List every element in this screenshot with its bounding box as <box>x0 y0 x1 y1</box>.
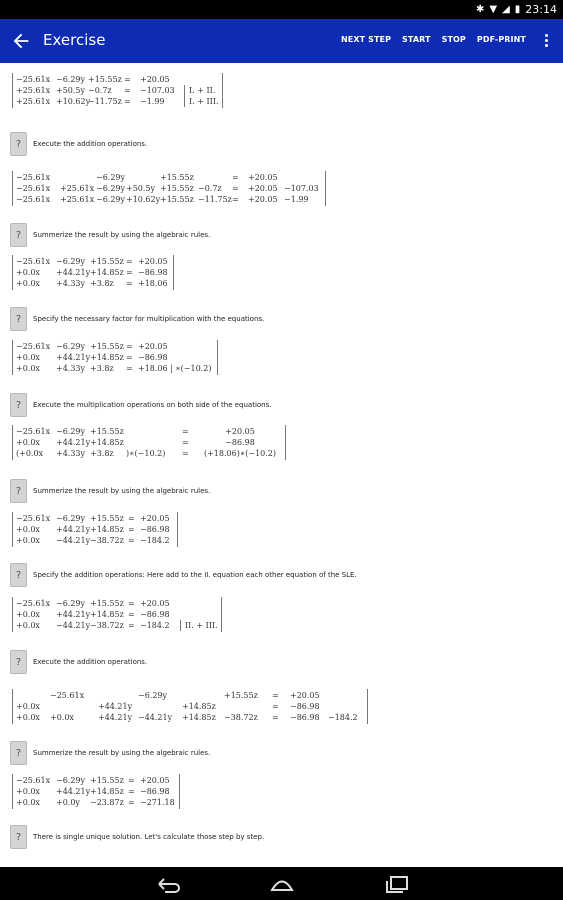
step-text: Execute the multiplication operations on both side of the equations. <box>33 401 272 409</box>
help-button[interactable]: ? <box>10 223 27 247</box>
signal-icon: ◢ <box>502 3 510 15</box>
step-row <box>10 393 272 417</box>
equation-system: −25.61x −6.29y +15.55z = +20.05 +0.0x +44.21y +14.85z = −86.98 +0.0x +0.0y −23.87z = −271.18 <box>12 774 180 809</box>
step-text: Specify the addition operations: Here add to the II. equation each other equation of the SLE. <box>33 571 357 579</box>
step-text: Specify the necessary factor for multiplication with the equations. <box>33 315 265 323</box>
battery-icon: ▮ <box>514 3 521 15</box>
pdf-print-button[interactable]: PDF-PRINT <box>476 35 526 44</box>
navigation-bar <box>0 867 563 900</box>
help-button[interactable]: ? <box>10 650 27 674</box>
help-button[interactable]: ? <box>10 825 27 849</box>
help-button[interactable]: ? <box>10 563 27 587</box>
recent-apps-icon[interactable] <box>384 875 410 893</box>
step-row <box>10 825 264 849</box>
clock: 23:14 <box>525 3 557 16</box>
step-row <box>10 223 210 247</box>
equation-system: −25.61x −6.29y +15.55z = +20.05 +0.0x +44.21y +14.85z = −86.98 +0.0x +0.0x +44.21y −44.21y +14.85z −38.72z = −86.98 −184.2 <box>12 689 368 724</box>
step-text: Summerize the result by using the algebraic rules. <box>33 487 211 495</box>
step-row <box>10 307 264 331</box>
step-text: Summerize the result by using the algebraic rules. <box>33 749 211 757</box>
next-step-button[interactable]: NEXT STEP <box>341 35 392 44</box>
step-row <box>10 741 210 765</box>
app-bar <box>0 19 563 63</box>
step-row <box>10 650 147 674</box>
equation-system: −25.61x −6.29y +15.55z = +20.05 +0.0x +44.21y +14.85z = −86.98 +0.0x −44.21y −38.72z = −184.2 II. + III. <box>12 597 222 632</box>
exercise-content[interactable] <box>0 63 563 867</box>
start-button[interactable]: START <box>402 35 431 44</box>
step-text: Execute the addition operations. <box>33 658 148 666</box>
step-text: Execute the addition operations. <box>33 140 148 148</box>
equation-system: −25.61x −6.29y +15.55z = +20.05 +0.0x +44.21y +14.85z = −86.98 +0.0x +4.33y +3.8z = +18.06 | ∗(−10.2) <box>12 340 218 375</box>
equation-system: −25.61x −6.29y +15.55z = +20.05 +25.61x +50.5y −0.7z = −107.03 I. + II. +25.61x +10.62y −11.75z = −1.99 I. + III. <box>12 73 223 108</box>
stop-button[interactable]: STOP <box>441 35 466 44</box>
equation-system: −25.61x −6.29y +15.55z = +20.05 +0.0x +44.21y +14.85z = −86.98 (+0.0x +4.33y +3.8z )∗(−10.2) = (+18.06)∗(−10.2) <box>12 425 286 460</box>
back-icon[interactable] <box>155 875 181 893</box>
step-row <box>10 479 210 503</box>
help-button[interactable]: ? <box>10 741 27 765</box>
equation-system: −25.61x −6.29y +15.55z = +20.05 −25.61x +25.61x −6.29y +50.5y +15.55z −0.7z = +20.05 −107.03 −25.61x +25.61x −6.29y +10.62y +15.55z −11.75z = +20.05 −1.99 <box>12 171 326 206</box>
equation-system: −25.61x −6.29y +15.55z = +20.05 +0.0x +44.21y +14.85z = −86.98 +0.0x +4.33y +3.8z = +18.06 <box>12 255 174 290</box>
step-text: Summerize the result by using the algebraic rules. <box>33 231 211 239</box>
help-button[interactable]: ? <box>10 132 27 156</box>
overflow-menu-icon[interactable] <box>545 34 549 48</box>
help-button[interactable]: ? <box>10 393 27 417</box>
action-buttons <box>341 35 526 44</box>
help-button[interactable]: ? <box>10 479 27 503</box>
step-row <box>10 132 147 156</box>
step-row <box>10 563 357 587</box>
back-arrow-icon[interactable] <box>10 30 32 52</box>
step-text: There is single unique solution. Let's calculate those step by step. <box>33 833 265 841</box>
home-icon[interactable] <box>269 875 295 893</box>
equation-system: −25.61x −6.29y +15.55z = +20.05 +0.0x +44.21y +14.85z = −86.98 +0.0x −44.21y −38.72z = −184.2 <box>12 512 178 547</box>
page-title: Exercise <box>43 31 106 49</box>
status-bar <box>0 0 563 19</box>
help-button[interactable]: ? <box>10 307 27 331</box>
bluetooth-icon: ✱ <box>475 3 485 15</box>
wifi-icon: ▼ <box>489 3 498 15</box>
